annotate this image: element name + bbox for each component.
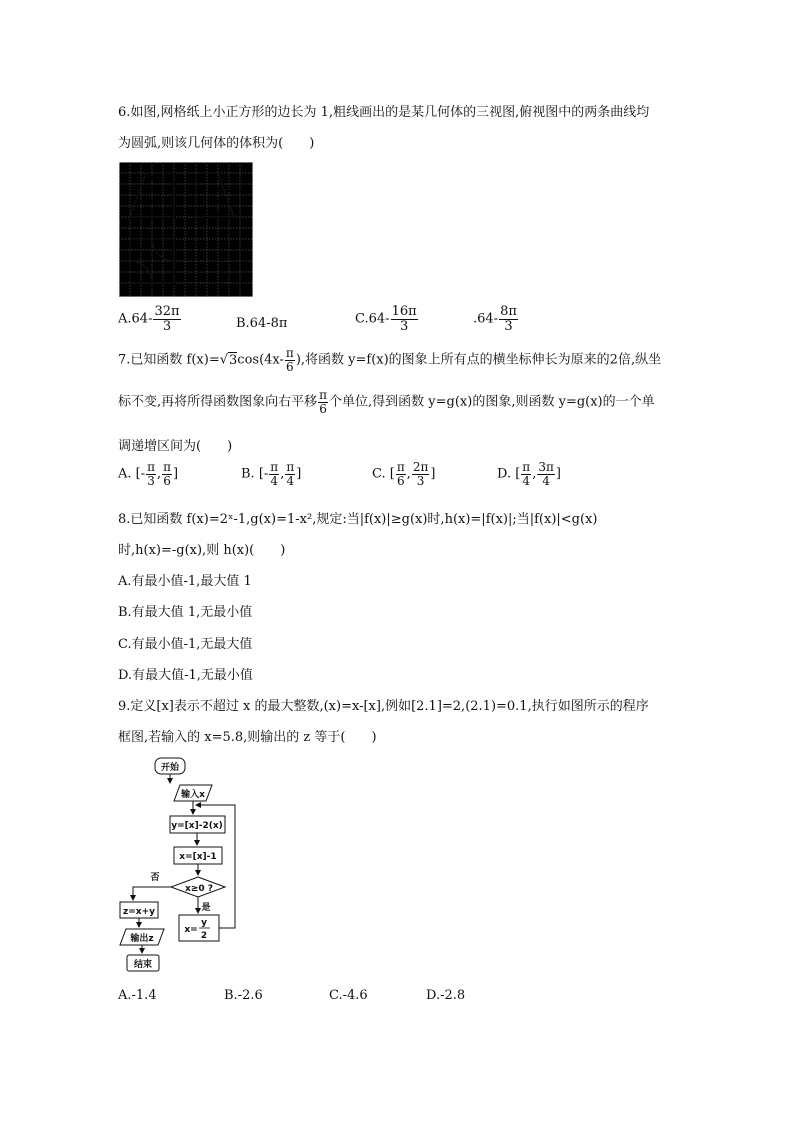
q6-option-d[interactable] (473, 305, 519, 333)
q8-text-line1: 8.已知函数 f(x)=2ˣ-1,g(x)=1-x²,规定:当|f(x)|≥g(x)时,h(x)=|f(x)|;当|f(x)|<g(x) (118, 512, 598, 527)
q7-option-b[interactable] (241, 461, 301, 487)
fraction-denominator: 6 (319, 401, 327, 416)
fraction-denominator: 6 (163, 473, 171, 488)
fraction-denominator: 4 (270, 473, 279, 488)
sqrt-radicand: 3 (229, 352, 238, 368)
q6-option-a[interactable] (118, 305, 182, 333)
fraction-numerator: π (319, 388, 328, 402)
q8-option-c[interactable]: C.有最小值-1,无最大值 (118, 637, 253, 652)
comma: , (532, 466, 537, 482)
flow-assign-num: y (201, 918, 207, 928)
flow-end-label: 结束 (133, 960, 153, 970)
q8-option-d[interactable]: D.有最大值-1,无最小值 (118, 668, 253, 683)
fraction-denominator: 3 (162, 318, 172, 334)
fraction-denominator: 6 (396, 473, 405, 488)
q6-option-b[interactable]: B.64-8π (236, 316, 288, 331)
option-d-text: .64- (473, 311, 499, 327)
flow-input-label: 输入x (181, 790, 205, 800)
option-a-text: A.64- (118, 311, 153, 327)
option-b-text: B. [- (241, 466, 269, 482)
fraction-numerator: 32π (154, 304, 180, 319)
flow-no-label: 否 (150, 873, 160, 883)
q8-option-a[interactable]: A.有最小值-1,最大值 1 (118, 574, 252, 589)
q7-option-a[interactable] (118, 461, 178, 487)
text-run: 标不变,再将所得函数图象向右平移 (118, 394, 318, 410)
fraction-denominator: 3 (399, 318, 409, 334)
text-run: cos(4x- (237, 352, 284, 368)
fraction-denominator: 4 (522, 473, 531, 488)
q6-option-c[interactable] (355, 305, 419, 333)
bracket: ] (173, 466, 179, 482)
flow-cond-label: x≥0 ? (185, 884, 213, 894)
flowchart (115, 755, 250, 975)
q9-text-line1: 9.定义[x]表示不超过 x 的最大整数,(x)=x-[x],例如[2.1]=2,(2.1)=0.1,执行如图所示的程序 (118, 699, 649, 714)
fraction-numerator: 8π (500, 304, 517, 319)
three-view-figure (119, 162, 253, 297)
option-d-text: D. [ (497, 466, 521, 482)
flow-step2-label: x=[x]-1 (179, 852, 217, 862)
q9-option-b[interactable]: B.-2.6 (224, 988, 263, 1003)
fraction-numerator: π (163, 460, 172, 474)
fraction-denominator: 4 (286, 473, 295, 488)
flow-z-label: z=x+y (123, 907, 155, 917)
option-c-text: C. [ (372, 466, 395, 482)
bracket: ] (430, 466, 436, 482)
fraction-denominator: 6 (286, 359, 294, 374)
q6-text-line1: 6.如图,网格纸上小正方形的边长为 1,粗线画出的是某几何体的三视图,俯视图中的两条曲线均 (118, 105, 650, 120)
q8-option-b[interactable]: B.有最大值 1,无最小值 (118, 605, 253, 620)
q9-text-line2: 框图,若输入的 x=5.8,则输出的 z 等于( ) (118, 730, 377, 745)
fraction-denominator: 3 (504, 318, 513, 334)
q7-text-line3: 调递增区间为( ) (118, 439, 233, 454)
option-c-text: C.64- (355, 311, 390, 327)
fraction-denominator: 4 (542, 473, 550, 488)
flow-yes-label: 是 (201, 903, 211, 913)
bracket: ] (296, 466, 302, 482)
flow-start-label: 开始 (160, 763, 180, 773)
fraction-numerator: π (286, 460, 295, 474)
q7-option-c[interactable] (372, 461, 435, 487)
flow-output-label: 输出z (130, 934, 154, 944)
fraction-denominator: 3 (147, 473, 155, 488)
q9-option-d[interactable]: D.-2.8 (426, 988, 466, 1003)
fraction-numerator: 16π (391, 304, 417, 319)
bracket: ] (555, 466, 561, 482)
fraction-numerator: π (522, 460, 531, 474)
option-a-text: A. [- (118, 466, 146, 482)
text-run: ),将函数 y=f(x)的图象上所有点的横坐标伸长为原来的2倍,纵坐 (295, 352, 662, 368)
fraction-numerator: π (285, 346, 294, 360)
fraction-numerator: 2π (412, 460, 429, 474)
fraction-numerator: π (270, 460, 279, 474)
comma: , (280, 466, 285, 482)
sqrt-sign: √ (219, 352, 229, 368)
q6-text-line2: 为圆弧,则该几何体的体积为( ) (118, 136, 315, 151)
fraction-numerator: π (147, 460, 156, 474)
text-run: 个单位,得到函数 y=g(x)的图象,则函数 y=g(x)的一个单 (329, 394, 655, 410)
comma: , (406, 466, 411, 482)
fraction-denominator: 3 (416, 473, 425, 488)
q9-option-c[interactable]: C.-4.6 (329, 988, 368, 1003)
figure-grid (119, 162, 253, 297)
fraction-numerator: π (396, 460, 405, 474)
q7-text-line1 (118, 347, 661, 373)
text-run: 7.已知函数 f(x)= (118, 352, 220, 368)
comma: , (157, 466, 162, 482)
q9-option-a[interactable]: A.-1.4 (118, 988, 157, 1003)
q7-text-line2 (118, 389, 655, 415)
q7-option-d[interactable] (497, 461, 561, 487)
flow-step1-label: y=[x]-2(x) (171, 821, 223, 831)
fraction-numerator: 3π (538, 460, 554, 474)
flow-assign-den: 2 (200, 931, 208, 941)
q8-text-line2: 时,h(x)=-g(x),则 h(x)( ) (118, 543, 286, 558)
flow-assign-prefix: x= (184, 925, 198, 935)
